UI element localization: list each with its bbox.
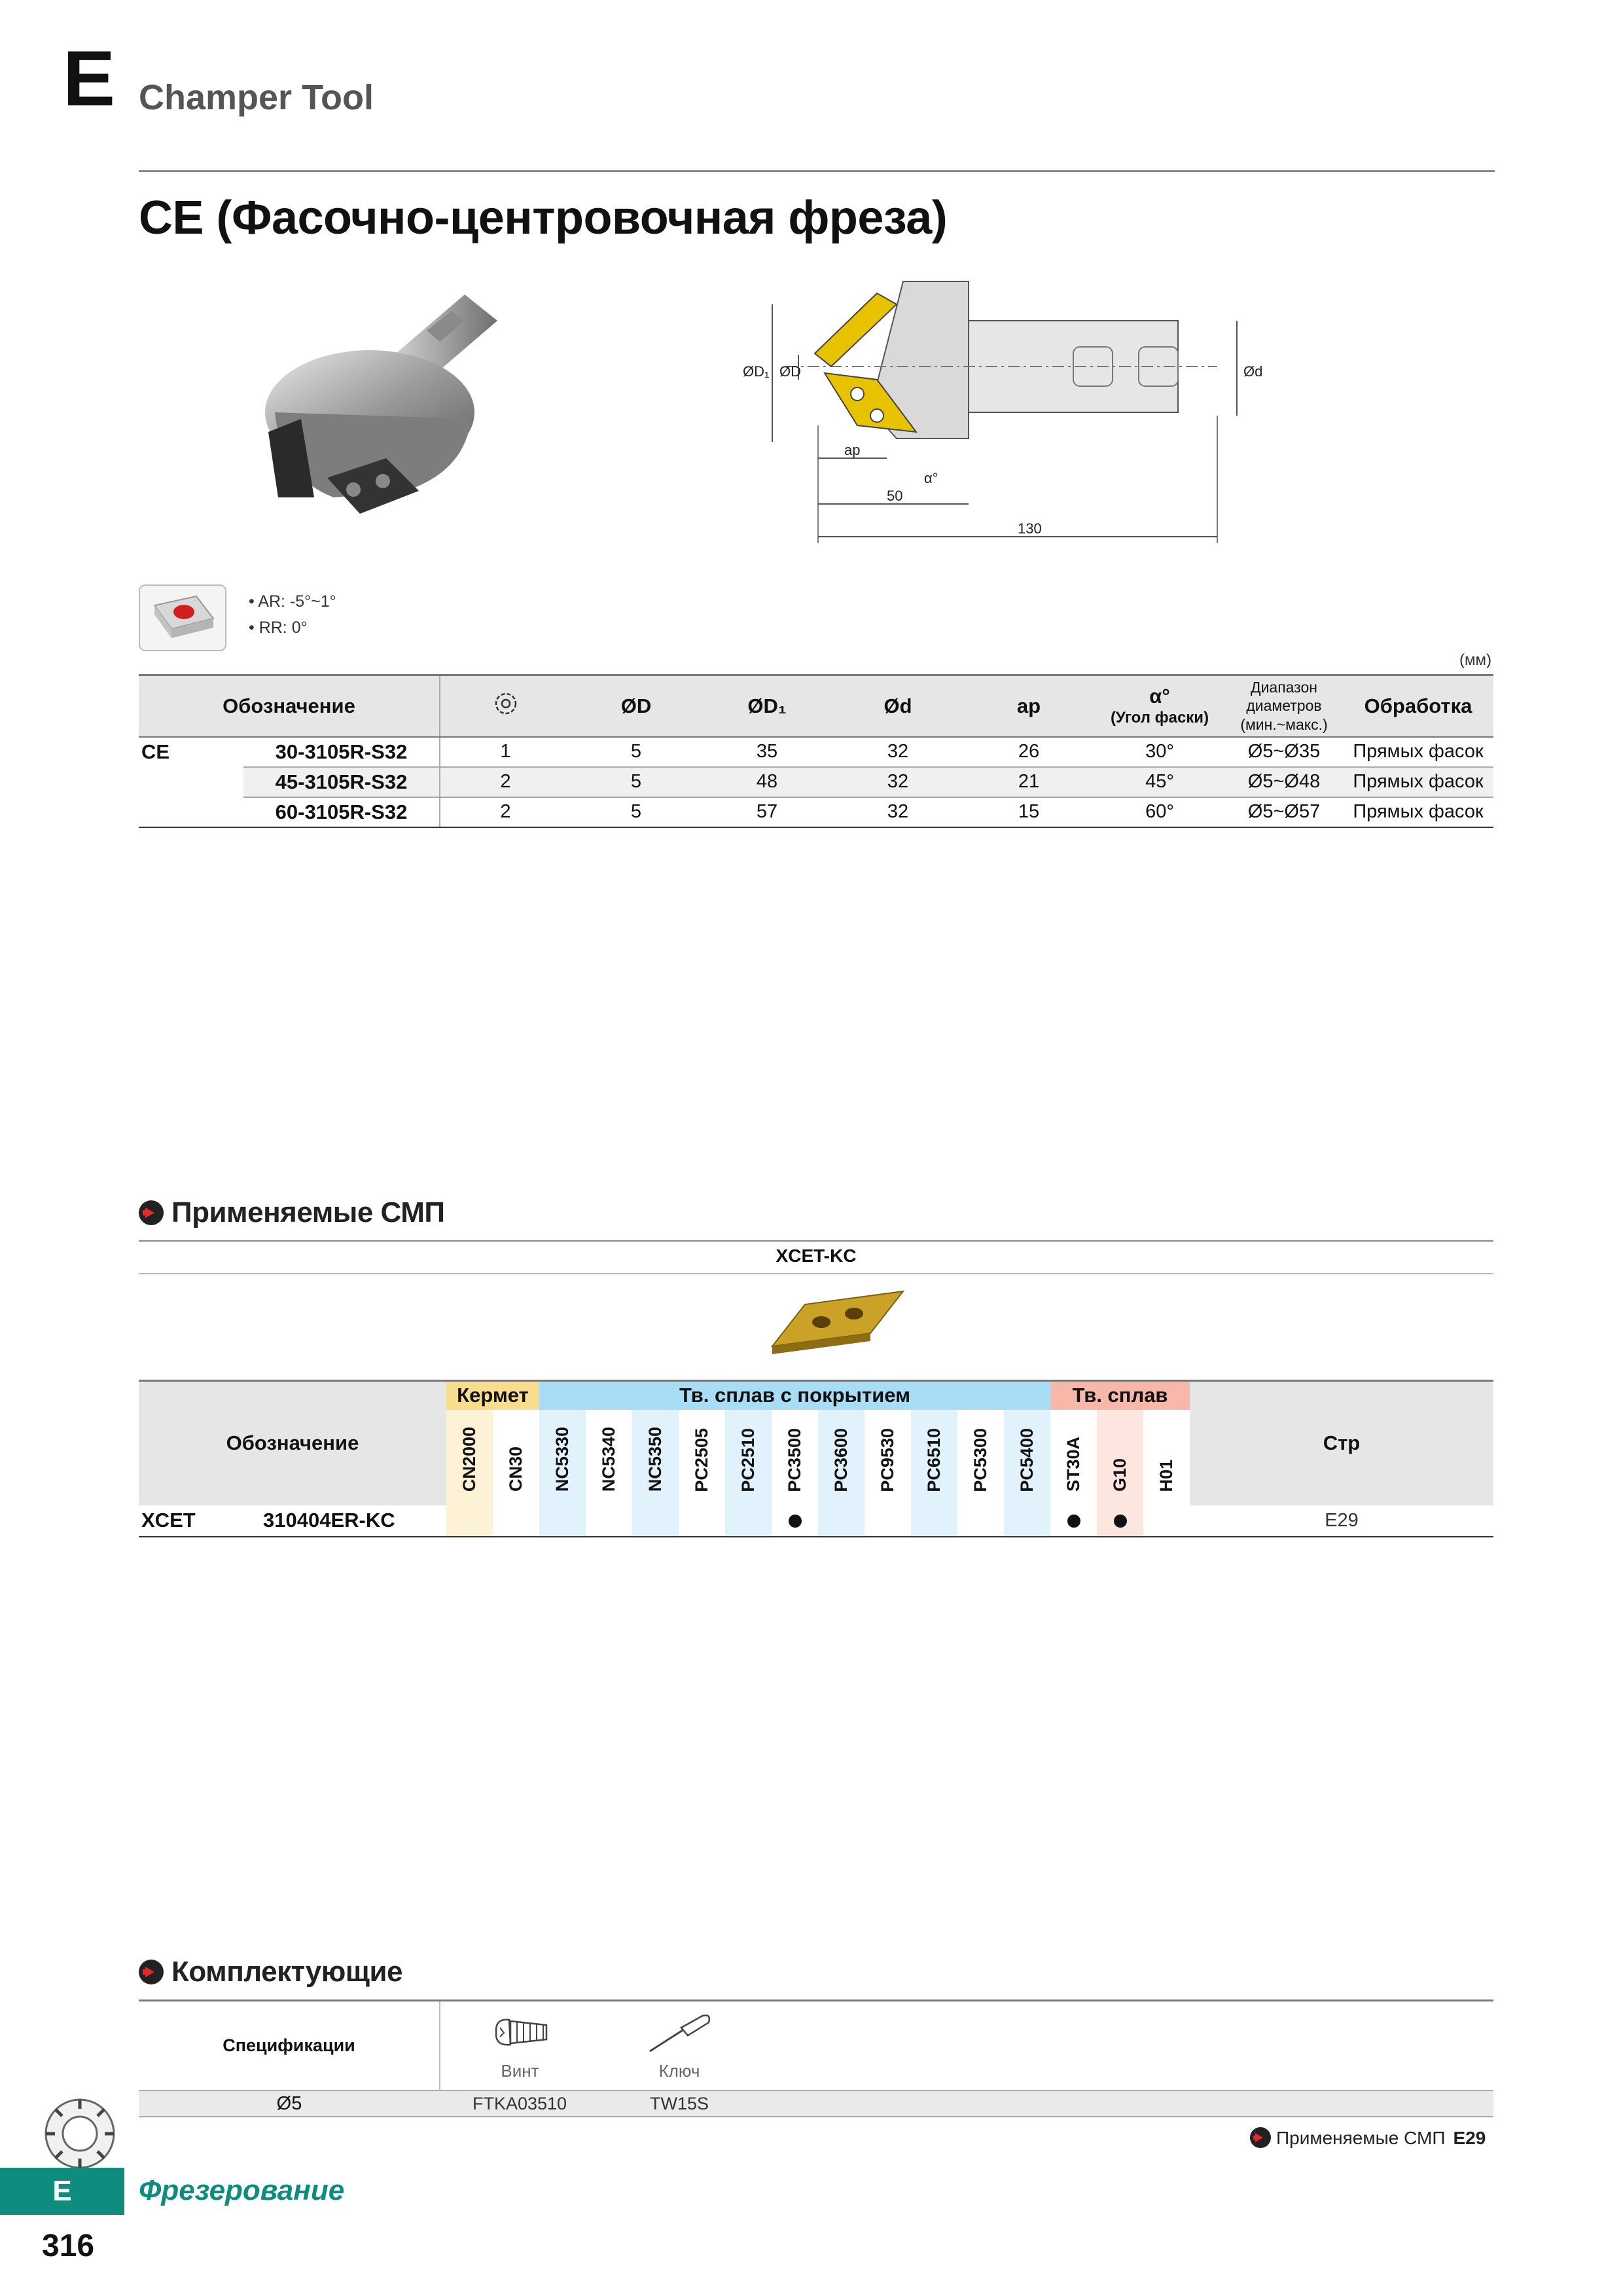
grade-nc5330: NC5330 xyxy=(539,1410,586,1505)
label-shank: Ød xyxy=(1243,363,1263,380)
available-dot-icon xyxy=(1067,1515,1080,1528)
spec-table xyxy=(139,674,1493,828)
cell-processing: Прямых фасок xyxy=(1343,737,1493,767)
cell-range: Ø5~Ø35 xyxy=(1225,737,1343,767)
avail-g10 xyxy=(1097,1505,1143,1537)
cell-ap: 21 xyxy=(963,767,1094,797)
grade-pc2505: PC2505 xyxy=(679,1410,725,1505)
product-code: 60-3105R-S32 xyxy=(243,797,440,827)
cell-processing: Прямых фасок xyxy=(1343,797,1493,827)
grade-st30a: ST30A xyxy=(1050,1410,1097,1505)
avail-cn2000 xyxy=(446,1505,493,1537)
inserts-section-heading xyxy=(139,1196,445,1229)
cell-d1: 57 xyxy=(702,797,832,827)
grade-h01: H01 xyxy=(1143,1410,1190,1505)
available-dot-icon xyxy=(1114,1515,1127,1528)
cell-d: 5 xyxy=(571,797,702,827)
cell-ap: 26 xyxy=(963,737,1094,767)
label-length-130: 130 xyxy=(1018,520,1042,537)
header-d: ØD xyxy=(571,675,702,737)
cell-alpha: 45° xyxy=(1094,767,1225,797)
product-title: CE (Фасочно-центровочная фреза) xyxy=(139,192,948,244)
insert-designation-cell xyxy=(139,1505,446,1537)
milling-cutter-icon xyxy=(34,2094,126,2173)
avail-h01 xyxy=(1143,1505,1190,1537)
avail-cn30 xyxy=(493,1505,539,1537)
screw-icon xyxy=(484,2011,556,2056)
label-d1: ØD₁ xyxy=(743,363,770,380)
cell-d1: 35 xyxy=(702,737,832,767)
insert-name: XCET-KC xyxy=(776,1246,857,1266)
header-processing: Обработка xyxy=(1343,675,1493,737)
cell-shank: 32 xyxy=(832,767,963,797)
avail-pc2505 xyxy=(679,1505,725,1537)
series-label: CE xyxy=(141,740,170,763)
accessories-empty-cell xyxy=(759,2090,1493,2117)
divider xyxy=(139,1240,1493,1242)
avail-nc5340 xyxy=(586,1505,632,1537)
grade-pc3500: PC3500 xyxy=(772,1410,818,1505)
header-range-sub: (мин.~макс.) xyxy=(1240,716,1328,734)
avail-pc2510 xyxy=(725,1505,772,1537)
header-insert-designation: Обозначение xyxy=(139,1381,446,1505)
header-alpha-sub: (Угол фаски) xyxy=(1110,708,1209,726)
label-ap: ap xyxy=(844,442,861,458)
unit-note: (мм) xyxy=(1459,651,1491,669)
accessories-spacer xyxy=(759,2001,1493,2090)
series-label-empty xyxy=(139,797,243,827)
radial-rake-spec: • RR: 0° xyxy=(249,619,308,637)
screwdriver-icon xyxy=(643,2011,715,2056)
avail-nc5350 xyxy=(632,1505,679,1537)
cell-shank: 32 xyxy=(832,797,963,827)
grade-g10: G10 xyxy=(1097,1410,1143,1505)
cell-shank: 32 xyxy=(832,737,963,767)
header-alpha-label: α° xyxy=(1149,684,1170,708)
section-tab-label: Фрезерование xyxy=(139,2174,345,2206)
header-page: Стр xyxy=(1190,1381,1493,1505)
product-photo xyxy=(255,281,530,530)
screw-column xyxy=(440,2001,599,2090)
section-arrow-icon xyxy=(139,1960,164,1984)
table-row xyxy=(139,767,1493,797)
axial-rake-spec: • AR: -5°~1° xyxy=(249,592,336,611)
grade-nc5340: NC5340 xyxy=(586,1410,632,1505)
table-row xyxy=(139,797,1493,827)
header-coated-carbide: Тв. сплав с покрытием xyxy=(539,1381,1050,1410)
table-row xyxy=(139,737,1493,767)
technical-drawing xyxy=(720,275,1296,556)
grade-pc9530: PC9530 xyxy=(865,1410,911,1505)
avail-pc3500 xyxy=(772,1505,818,1537)
cell-range: Ø5~Ø57 xyxy=(1225,797,1343,827)
header-shank: Ød xyxy=(832,675,963,737)
accessories-section-title: Комплектующие xyxy=(171,1956,402,1988)
footer-insert-link[interactable] xyxy=(1250,2127,1486,2149)
insert-series: XCET xyxy=(141,1509,196,1532)
cell-d1: 48 xyxy=(702,767,832,797)
header-divider xyxy=(139,170,1495,172)
inserts-section-title: Применяемые СМП xyxy=(171,1196,445,1229)
header-range xyxy=(1225,675,1343,737)
product-code: 45-3105R-S32 xyxy=(243,767,440,797)
avail-st30a xyxy=(1050,1505,1097,1537)
link-arrow-icon xyxy=(1250,2127,1271,2148)
insert-page-ref: E29 xyxy=(1190,1505,1493,1537)
cell-alpha: 60° xyxy=(1094,797,1225,827)
accessories-section-heading xyxy=(139,1956,402,1988)
cell-ap: 15 xyxy=(963,797,1094,827)
available-dot-icon xyxy=(789,1515,802,1528)
footer-link-page: E29 xyxy=(1453,2128,1486,2148)
cell-alpha: 30° xyxy=(1094,737,1225,767)
insert-photo xyxy=(766,1286,910,1365)
accessory-size: Ø5 xyxy=(139,2090,440,2117)
accessories-table xyxy=(139,2001,1493,2117)
section-title: Champer Tool xyxy=(139,78,374,117)
header-designation: Обозначение xyxy=(139,675,440,737)
section-letter: E xyxy=(63,35,115,122)
grade-nc5350: NC5350 xyxy=(632,1410,679,1505)
avail-pc6510 xyxy=(911,1505,957,1537)
key-label: Ключ xyxy=(658,2060,700,2081)
grade-pc2510: PC2510 xyxy=(725,1410,772,1505)
section-tab: E xyxy=(0,2168,124,2215)
grade-table xyxy=(139,1380,1493,1537)
product-code: 30-3105R-S32 xyxy=(243,737,440,767)
insert-count: 1 xyxy=(440,737,571,767)
footer-link-text: Применяемые СМП xyxy=(1276,2128,1446,2148)
header-ap: ap xyxy=(963,675,1094,737)
insert-code: 310404ER-KC xyxy=(263,1509,395,1532)
avail-pc3600 xyxy=(818,1505,865,1537)
grade-cn30: CN30 xyxy=(493,1410,539,1505)
screw-label: Винт xyxy=(501,2060,539,2081)
cell-d: 5 xyxy=(571,767,702,797)
avail-pc9530 xyxy=(865,1505,911,1537)
header-cermet: Кермет xyxy=(446,1381,539,1410)
header-carbide: Тв. сплав xyxy=(1050,1381,1190,1410)
label-d: ØD xyxy=(779,363,801,380)
insert-count: 2 xyxy=(440,797,571,827)
divider xyxy=(139,1273,1493,1274)
header-alpha xyxy=(1094,675,1225,737)
cell-processing: Прямых фасок xyxy=(1343,767,1493,797)
screw-code: FTKA03510 xyxy=(440,2090,599,2117)
grade-cn2000: CN2000 xyxy=(446,1410,493,1505)
page-number: 316 xyxy=(42,2229,95,2263)
table-row xyxy=(139,2090,1493,2117)
header-range-label: Диапазон диаметров xyxy=(1246,678,1322,715)
insert-shape-icon xyxy=(139,584,226,651)
grade-pc6510: PC6510 xyxy=(911,1410,957,1505)
key-code: TW15S xyxy=(599,2090,759,2117)
section-arrow-icon xyxy=(139,1200,164,1225)
avail-nc5330 xyxy=(539,1505,586,1537)
key-column xyxy=(599,2001,759,2090)
grade-pc5300: PC5300 xyxy=(957,1410,1004,1505)
header-d1: ØD₁ xyxy=(702,675,832,737)
header-insert-count xyxy=(440,675,571,737)
series-label-empty xyxy=(139,767,243,797)
label-alpha: α° xyxy=(924,470,938,486)
header-specifications: Спецификации xyxy=(139,2001,440,2090)
avail-pc5300 xyxy=(957,1505,1004,1537)
label-length-50: 50 xyxy=(887,488,903,504)
table-row xyxy=(139,1505,1493,1537)
cell-d: 5 xyxy=(571,737,702,767)
grade-pc5400: PC5400 xyxy=(1004,1410,1050,1505)
insert-count: 2 xyxy=(440,767,571,797)
avail-pc5400 xyxy=(1004,1505,1050,1537)
insert-count-icon xyxy=(493,691,519,717)
cell-range: Ø5~Ø48 xyxy=(1225,767,1343,797)
grade-pc3600: PC3600 xyxy=(818,1410,865,1505)
